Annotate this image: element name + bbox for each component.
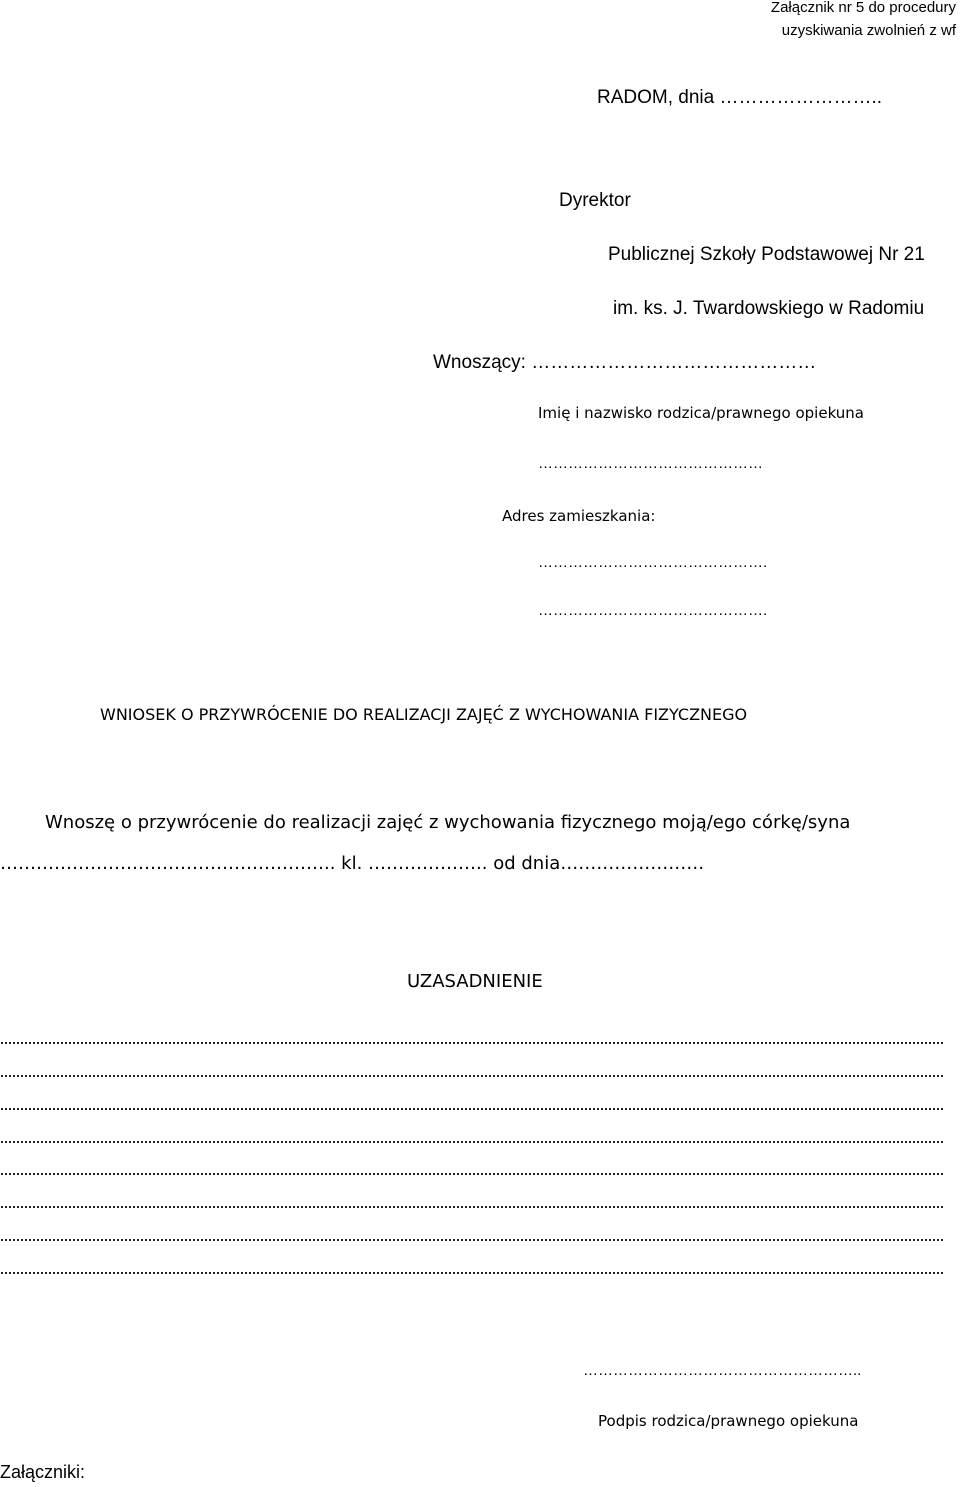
applicant-name-caption: Imię i nazwisko rodzica/prawnego opiekuna bbox=[538, 404, 865, 422]
address-label: Adres zamieszkania: bbox=[502, 507, 656, 525]
request-line-2: ……………………………………………….. kl. ……………….. od dnia…………………… bbox=[0, 853, 705, 874]
justification-line bbox=[0, 1272, 944, 1274]
justification-heading: UZASADNIENIE bbox=[407, 971, 543, 992]
justification-line bbox=[0, 1108, 944, 1110]
signature-caption: Podpis rodzica/prawnego opiekuna bbox=[598, 1412, 859, 1430]
justification-line bbox=[0, 1206, 944, 1208]
address-line-1: ………………………………………. bbox=[538, 554, 768, 571]
annex-line-1: Załącznik nr 5 do procedury bbox=[770, 0, 956, 16]
applicant-label: Wnoszący: ……………………………………… bbox=[433, 352, 817, 373]
justification-line bbox=[0, 1173, 944, 1175]
attachments-label: Załączniki: bbox=[0, 1462, 86, 1482]
request-line-1: Wnoszę o przywrócenie do realizacji zajęć z wychowania fizycznego moją/ego córkę/syna bbox=[45, 812, 851, 833]
addressee-school-line-2: im. ks. J. Twardowskiego w Radomiu bbox=[613, 298, 925, 319]
signature-dots: ……………………………………………….. bbox=[583, 1362, 862, 1379]
justification-line bbox=[0, 1239, 944, 1241]
addressee-title: Dyrektor bbox=[559, 190, 631, 211]
applicant-name-dots: ……………………………………… bbox=[538, 455, 763, 472]
addressee-school-line-1: Publicznej Szkoły Podstawowej Nr 21 bbox=[608, 244, 925, 265]
justification-line bbox=[0, 1141, 944, 1143]
form-title: WNIOSEK O PRZYWRÓCENIE DO REALIZACJI ZAJĘĆ Z WYCHOWANIA FIZYCZNEGO bbox=[100, 705, 748, 724]
date-line: RADOM, dnia …………………….. bbox=[597, 87, 883, 108]
address-line-2: ………………………………………. bbox=[538, 602, 768, 619]
justification-line bbox=[0, 1075, 944, 1077]
justification-line bbox=[0, 1042, 944, 1044]
annex-line-2: uzyskiwania zwolnień z wf bbox=[781, 22, 956, 39]
